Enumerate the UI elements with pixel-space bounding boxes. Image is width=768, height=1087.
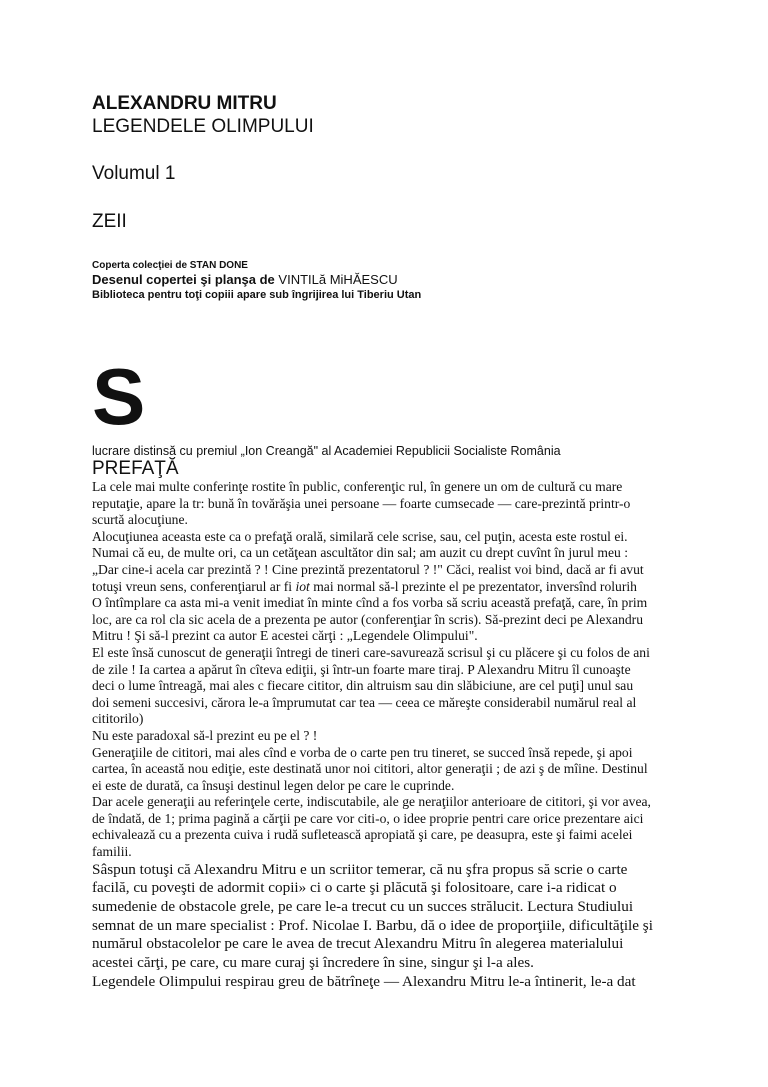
text-line: totuşi vreun sens, conferenţiarul ar fi iot mai normal să-l prezinte el pe prezentator, inversînd rolurih [92,578,637,594]
text-line: de îndată, de 1; prima pagină a cărţii pe care vor citi-o, o idee proprie pentri care orice prezentare aici [92,810,644,826]
text-line: loc, are ca rol cla sic acela de a prezenta pe autor (conferenţiar în scris). Să-prezint deci pe Alexandru [92,611,644,627]
text-line: numărul obstacolelor pe care le avea de trecut Alexandru Mitru în alegerea materialului [92,935,624,953]
drawing-credit-artist: VINTILă MiHĂESCU [278,272,398,287]
library-credit: Biblioteca pentru toţi copiii apare sub îngrijirea lui Tiberiu Utan [92,289,422,301]
text-line: familii. [92,844,132,860]
text-line: El este însă cunoscut de generaţii întregi de tineri care-savurează scrisul şi cu plăcere şi cu folos de ani [92,644,650,660]
text-line: Nu este paradoxal să-l prezint eu pe el ? ! [92,727,318,743]
text-line: doi semeni succesivi, cărora le-a împrumutat car tea — ceea ce măreşte considerabil numărul real al [92,694,637,710]
volume-label: Volumul 1 [92,163,176,184]
text-line: Sâspun totuşi că Alexandru Mitru e un scriitor temerar, că nu şfra propus să scrie o carte [92,860,628,878]
text-line: scurtă alocuţiune. [92,512,188,528]
text-line: Legendele Olimpului respirau greu de bătrîneţe — Alexandru Mitru le-a întinerit, le-a dat [92,972,636,990]
text-line: acestei cărţi, pe care, cu mare curaj şi încredere în sine, singur şi l-a ales. [92,954,534,972]
volume-subtitle: ZEII [92,211,127,232]
document-page [92,92,692,992]
text-line: de zile ! Ia cartea a apărut în cîteva ediţii, şi într-un foarte mare tiraj. P Alexandru Mitru îl cunoaşte [92,661,631,677]
text-line: O întîmplare ca asta mi-a venit imediat în minte cînd a fos vorba să scriu această prefaţă, care, în prim [92,595,648,611]
text-line: Mitru ! Şi să-l prezint ca autor E acestei cărţi : „Legendele Olimpului". [92,628,478,644]
text-line: Alocuţiunea aceasta este ca o prefaţă orală, similară cele scrise, sau, cel puţin, acesta este rostul ei. [92,528,628,544]
italic-word: iot [295,578,310,594]
text-line: cititorilo) [92,711,144,727]
text-line: Numai că eu, de multe ori, ca un cetăţean ascultător din sal; am auzit cu drept cuvînt în jurul meu : [92,545,629,561]
cover-credit: Coperta colecţiei de STAN DONE [92,260,248,271]
text-line: Dar acele generaţii au referinţele certe, indiscutabile, ale ge neraţiilor anterioare de cititori, şi vor avea, [92,794,651,810]
text-line: sumedenie de obstacole grele, pe care le-a trecut cu un succes strălucit. Lectura Studiului [92,898,634,916]
award-note: lucrare distinsă cu premiul „Ion Creangă" al Academiei Republicii Socialiste România [92,444,561,458]
preface-heading: PREFAŢĂ [92,458,179,479]
preface-body-large [92,861,692,992]
book-title: LEGENDELE OLIMPULUI [92,116,314,137]
text-line: reputaţie, apare la tr: bună în tovărăşia unei persoane — foarte cumsecade — care-prezintă printr-o [92,495,631,511]
text-line: Generaţiile de cititori, mai ales cînd e vorba de o carte pen tru tineret, se succed însă repede, şi apoi [92,744,633,760]
text-line: „Dar cine-i acela car prezintă ? ! Cine prezintă prezentatorul ? !" Căci, realist voi bind, dacă ar fi avut [92,561,644,577]
text-line: deci o lume întreagă, mai ales c fiecare cititor, din altruism sau din slăbiciune, are cel puţi] unul sau [92,678,634,694]
text-line: semnat de un mare specialist : Prof. Nicolae I. Barbu, dă o idee de proporţiile, dificultăţile şi [92,916,653,934]
text-line: ei este de durată, ca însuşi destinul legen delor pe care le cuprinde. [92,777,455,793]
drop-letter: S [92,352,146,441]
preface-body-small [92,479,692,861]
text-line: La cele mai multe conferinţe rostite în public, conferenţic rul, în genere un om de cultură cu mare [92,479,623,494]
drawing-credit [92,272,692,288]
author-name: ALEXANDRU MITRU [92,93,277,114]
text-line: cartea, în această nou ediţie, este destinată unor noi cititori, altor generaţii ; de azi ş de mîine. Destinul [92,761,648,777]
text-line: echivalează cu a prezenta cuiva i rudă sufletească apropiată şi care, pe deasupra, este şi faimi acelei [92,827,633,843]
drawing-credit-label: Desenul copertei şi planşa de [92,272,275,287]
text-line: facilă, cu poveşti de adormit copii» ci o carte şi plăcută şi folositoare, care i-a ridicat o [92,879,617,897]
